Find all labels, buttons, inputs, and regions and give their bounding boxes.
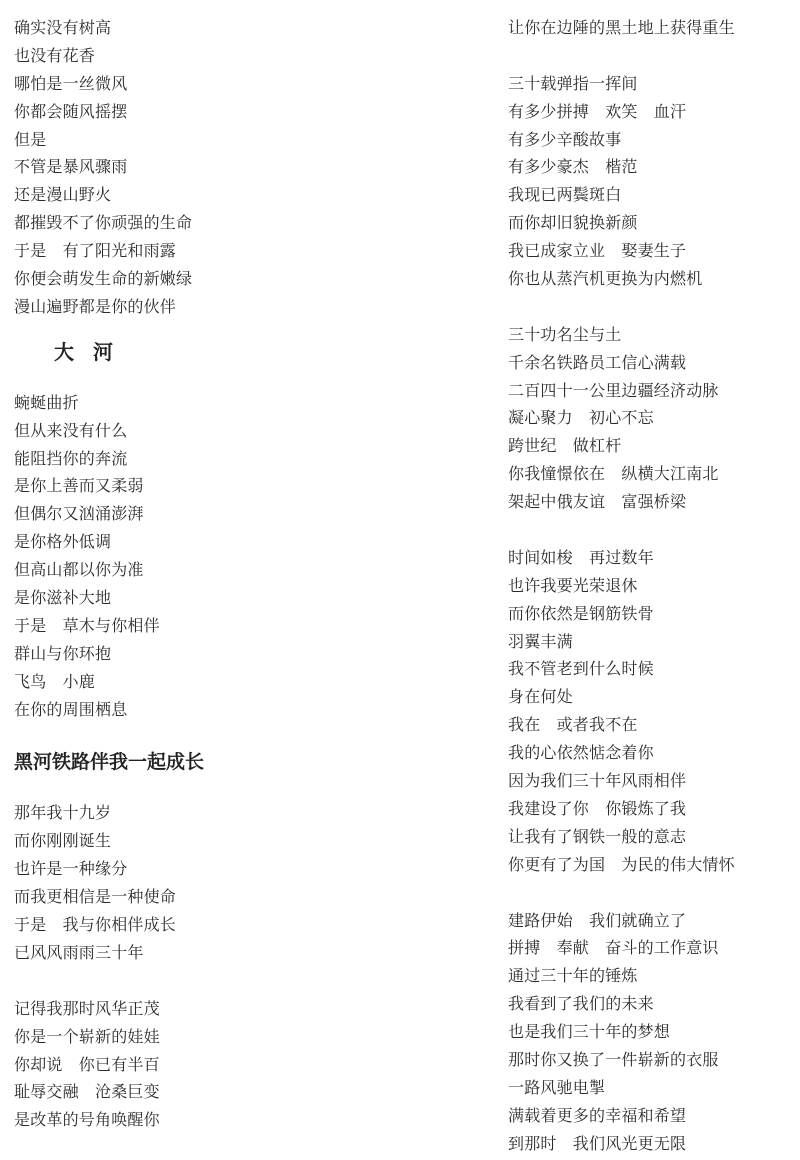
poem-line: 架起中俄友谊 富强桥梁 — [508, 492, 687, 512]
poem-line: 而你依然是钢筋铁骨 — [508, 603, 654, 623]
poem-line: 已风风雨雨三十年 — [14, 942, 144, 962]
poem-line: 于是 草木与你相伴 — [14, 615, 160, 635]
poem1-tail — [14, 14, 374, 321]
poem-line: 不管是暴风骤雨 — [14, 157, 128, 177]
poem-line: 于是 有了阳光和雨露 — [14, 241, 177, 261]
poem-line: 记得我那时风华正茂 — [14, 998, 160, 1018]
poem-line: 你便会萌发生命的新嫩绿 — [14, 269, 193, 289]
right-column — [508, 14, 793, 1158]
poem-line: 千余名铁路员工信心满载 — [508, 352, 687, 372]
poem-line: 而你刚刚诞生 — [14, 831, 112, 851]
poem-line: 那年我十九岁 — [14, 803, 112, 823]
left-column — [14, 14, 374, 1134]
poem-line: 那时你又换了一件崭新的衣服 — [508, 1049, 719, 1069]
poem-line: 跨世纪 做杠杆 — [508, 436, 622, 456]
poem-line: 还是漫山野火 — [14, 185, 112, 205]
poem-line: 让我有了钢铁一般的意志 — [508, 826, 687, 846]
poem-line: 是你滋补大地 — [14, 588, 112, 608]
poem-line: 哪怕是一丝微风 — [14, 73, 128, 93]
poem-title-heihe-railway: 黑河铁路伴我一起成长 — [14, 751, 205, 774]
poem2-body — [14, 389, 374, 724]
stanza-a — [508, 14, 793, 42]
stanza-gap — [508, 293, 793, 321]
poem-line: 但从来没有什么 — [14, 420, 128, 440]
poem-line: 一路风驰电掣 — [508, 1077, 606, 1097]
poem-line: 蜿蜒曲折 — [14, 392, 79, 412]
poem-line: 羽翼丰满 — [508, 631, 573, 651]
poem-line: 但偶尔又汹涌澎湃 — [14, 504, 144, 524]
stanza-gap — [14, 967, 374, 995]
poem-line: 时间如梭 再过数年 — [508, 547, 654, 567]
poem-line: 你都会随风摇摆 — [14, 101, 128, 121]
poem-line: 我的心依然惦念着你 — [508, 743, 654, 763]
stanza-c — [508, 321, 793, 516]
poem-line: 你我憧憬依在 纵横大江南北 — [508, 464, 719, 484]
stanza-b — [508, 70, 793, 293]
poem-line: 能阻挡你的奔流 — [14, 448, 128, 468]
poem-line: 建路伊始 我们就确立了 — [508, 910, 687, 930]
poem-line: 凝心聚力 初心不忘 — [508, 408, 654, 428]
stanza-d — [508, 544, 793, 879]
poem-line: 也许我要光荣退休 — [508, 575, 638, 595]
poem-line: 也是我们三十年的梦想 — [508, 1022, 671, 1042]
poem-line: 我已成家立业 娶妻生子 — [508, 241, 687, 261]
poem-line: 于是 我与你相伴成长 — [14, 915, 177, 935]
poem-line: 有多少豪杰 楷范 — [508, 157, 638, 177]
poem-title-da-he: 大 河 — [54, 339, 119, 364]
poem-line: 是你上善而又柔弱 — [14, 476, 144, 496]
poem-line: 漫山遍野都是你的伙伴 — [14, 296, 177, 316]
poem-line: 因为我们三十年风雨相伴 — [508, 771, 687, 791]
poem-line: 也许是一种缘分 — [14, 859, 128, 879]
poem-line: 是改革的号角唤醒你 — [14, 1110, 160, 1130]
poem-line: 我建设了你 你锻炼了我 — [508, 798, 687, 818]
poem-line: 身在何处 — [508, 687, 573, 707]
poem-line: 三十功名尘与土 — [508, 324, 622, 344]
poem-line: 而你却旧貌换新颜 — [508, 213, 638, 233]
poem-line: 我在 或者我不在 — [508, 715, 638, 735]
poem-line: 有多少拼搏 欢笑 血汗 — [508, 101, 687, 121]
poem-line: 是你格外低调 — [14, 532, 112, 552]
poem-line: 飞鸟 小鹿 — [14, 671, 96, 691]
poem-line: 我不管老到什么时候 — [508, 659, 654, 679]
poem3-stanza-1 — [14, 799, 374, 966]
stanza-gap — [508, 516, 793, 544]
poem-line: 让你在边陲的黑土地上获得重生 — [508, 18, 735, 37]
poem-line: 有多少辛酸故事 — [508, 129, 622, 149]
poem-line: 而我更相信是一种使命 — [14, 887, 177, 907]
stanza-e — [508, 907, 793, 1158]
poem-line: 也没有花香 — [14, 45, 96, 65]
poem-line: 到那时 我们风光更无限 — [508, 1133, 687, 1153]
poem-line: 但是 — [14, 129, 47, 149]
poem-line: 在你的周围栖息 — [14, 699, 128, 719]
poem-line: 你也从蒸汽机更换为内燃机 — [508, 269, 703, 289]
poem-line: 满载着更多的幸福和希望 — [508, 1105, 687, 1125]
poem-line: 你更有了为国 为民的伟大情怀 — [508, 854, 735, 874]
poem-line: 我现已两鬓斑白 — [508, 185, 622, 205]
poem-line: 你是一个崭新的娃娃 — [14, 1026, 160, 1046]
poem-line: 确实没有树高 — [14, 18, 112, 37]
poem-line: 我看到了我们的未来 — [508, 994, 654, 1014]
poem-line: 耻辱交融 沧桑巨变 — [14, 1082, 160, 1102]
poem-line: 拼搏 奉献 奋斗的工作意识 — [508, 938, 719, 958]
poem3-stanza-2 — [14, 995, 374, 1134]
stanza-gap — [508, 42, 793, 70]
poem-line: 群山与你环抱 — [14, 643, 112, 663]
poem-line: 但高山都以你为准 — [14, 560, 144, 580]
poem-line: 你却说 你已有半百 — [14, 1054, 160, 1074]
poem-line: 二百四十一公里边疆经济动脉 — [508, 380, 719, 400]
stanza-gap — [508, 879, 793, 907]
poem-line: 都摧毁不了你顽强的生命 — [14, 213, 193, 233]
poem-line: 通过三十年的锤炼 — [508, 966, 638, 986]
poem-line: 三十载弹指一挥间 — [508, 73, 638, 93]
